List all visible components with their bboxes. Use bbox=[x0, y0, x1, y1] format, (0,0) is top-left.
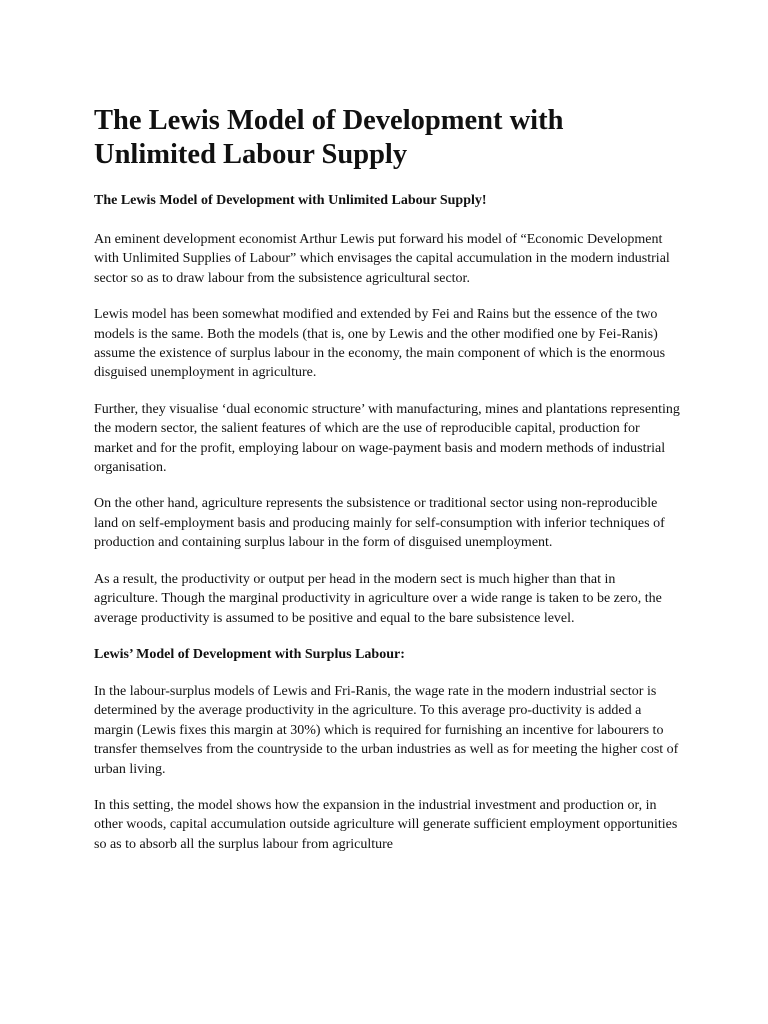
paragraph-productivity: As a result, the productivity or output per head in the modern sect is much higher than that in agriculture. Though the marginal productivity in agriculture over a wide range is taken to be zero, the average productivity is assumed to be positive and equal to the bare subsistence level. bbox=[94, 571, 662, 626]
document-subtitle: The Lewis Model of Development with Unlimited Labour Supply! bbox=[94, 193, 487, 208]
paragraph-dual-structure: Further, they visualise ‘dual economic structure’ with manufacturing, mines and plantations representing the modern sector, the salient features of which are the use of reproducible capital, production for market and for the profit, employing labour on wage-payment basis and modern methods of industrial organisation. bbox=[94, 401, 680, 476]
paragraph-setting: In this setting, the model shows how the expansion in the industrial investment and production or, in other woods, capital accumulation outside agriculture will generate sufficient employment opportunities so as to absorb all the surplus labour from agriculture bbox=[94, 797, 678, 852]
document-page bbox=[94, 104, 680, 871]
paragraph-agriculture: On the other hand, agriculture represents the subsistence or traditional sector using non-reproducible land on self-employment basis and producing mainly for self-consumption with inferior techniques of production and containing surplus labour in the form of disguised unemployment. bbox=[94, 496, 665, 551]
paragraph-wage-rate: In the labour-surplus models of Lewis and Fri-Ranis, the wage rate in the modern industrial sector is determined by the average productivity in the agriculture. To this average pro-ductivity is added a margin (Lewis fixes this margin at 30%) which is required for furnishing an incentive for labourers to transfer themselves from the countryside to the urban industries as well as for meeting the higher cost of urban living. bbox=[94, 683, 679, 777]
document-title: The Lewis Model of Development with Unlimited Labour Supply bbox=[94, 105, 564, 170]
paragraph-fei-ranis: Lewis model has been somewhat modified and extended by Fei and Rains but the essence of the two models is the same. Both the models (that is, one by Lewis and the other modified one by Fei-Ranis) assume the existence of surplus labour in the economy, the main component of which is the enormous disguised unemployment in agriculture. bbox=[94, 307, 666, 381]
paragraph-arthur-lewis: An eminent development economist Arthur Lewis put forward his model of “Economic Development with Unlimited Supplies of Labour” which envisages the capital accumulation in the modern industrial sector so as to draw labour from the subsistence agricultural sector. bbox=[94, 232, 670, 286]
section-heading: Lewis’ Model of Development with Surplus Labour: bbox=[94, 646, 405, 662]
